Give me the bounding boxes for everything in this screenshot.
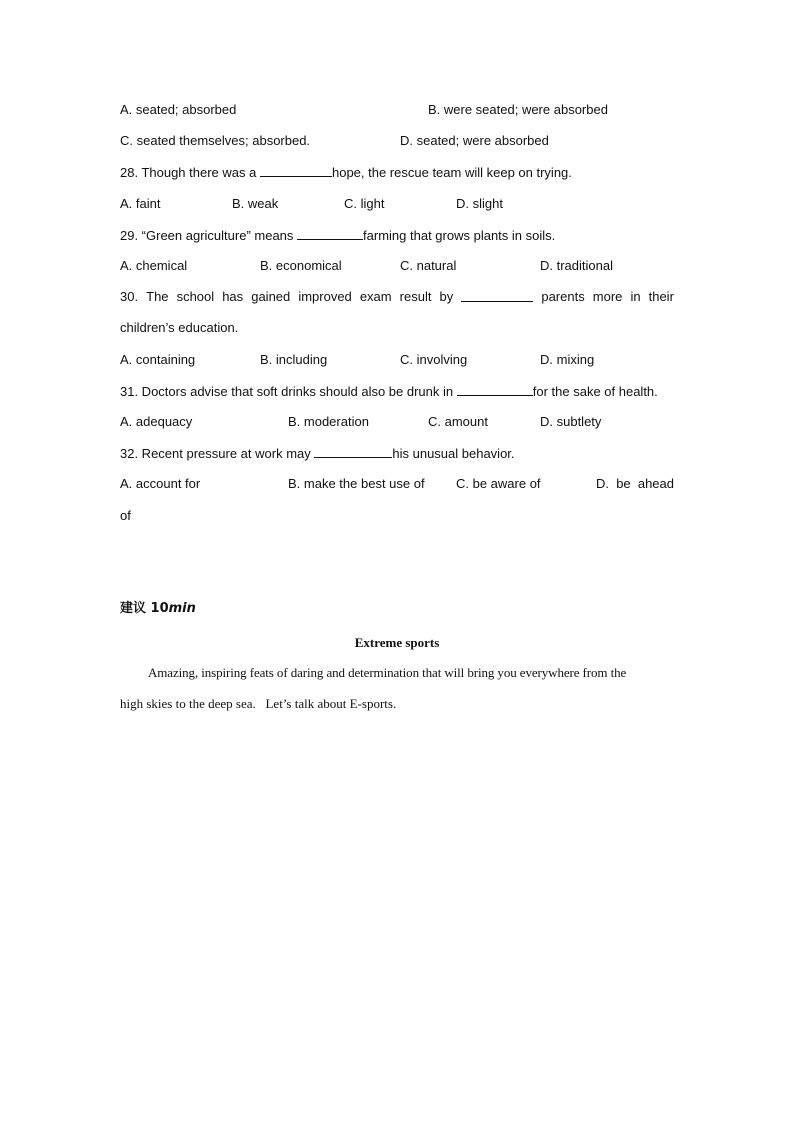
section-time-prefix: 建议 10 bbox=[120, 601, 169, 616]
section-time-unit: min bbox=[168, 601, 196, 616]
q30-word: 30. bbox=[120, 289, 139, 304]
q30-word: exam bbox=[359, 289, 392, 304]
q30-word: parents bbox=[541, 289, 585, 304]
q28-stem-before: 28. Though there was a bbox=[120, 165, 257, 180]
q30-word: improved bbox=[298, 289, 352, 304]
q29-option-d: D. traditional bbox=[540, 258, 613, 273]
q29-stem bbox=[120, 227, 555, 244]
q29-answer-blank bbox=[297, 227, 363, 240]
q31-answer-blank bbox=[457, 383, 533, 396]
passage-title: Extreme sports bbox=[354, 635, 440, 650]
q30-word: in bbox=[630, 289, 641, 304]
section-time-suggestion bbox=[120, 597, 196, 616]
q28-answer-blank bbox=[260, 164, 332, 177]
q28-stem bbox=[120, 164, 572, 181]
q32-stem-before: 32. Recent pressure at work may bbox=[120, 446, 311, 461]
q31-stem-before: 31. Doctors advise that soft drinks should also be drunk in bbox=[120, 384, 454, 399]
passage-line-1: Amazing, inspiring feats of daring and determination that will bring you everywhere from the bbox=[148, 665, 627, 680]
q30-word: more bbox=[592, 289, 623, 304]
q32-option-d-word: be bbox=[616, 476, 631, 491]
q31-option-d: D. subtlety bbox=[540, 414, 602, 429]
q30-word: result bbox=[399, 289, 432, 304]
q32-option-c: C. be aware of bbox=[456, 476, 541, 491]
q30-word: their bbox=[648, 289, 674, 304]
q28-option-a: A. faint bbox=[120, 196, 161, 211]
q31-option-b: B. moderation bbox=[288, 414, 369, 429]
q32-option-b: B. make the best use of bbox=[288, 476, 425, 491]
q32-option-d-wrap: of bbox=[120, 508, 131, 523]
q32-option-a: A. account for bbox=[120, 476, 201, 491]
q28-option-b: B. weak bbox=[232, 196, 279, 211]
q31-stem-after: for the sake of health. bbox=[532, 384, 658, 399]
q31-option-c: C. amount bbox=[428, 414, 488, 429]
q28-stem-after: hope, the rescue team will keep on trying. bbox=[331, 165, 572, 180]
q32-answer-blank bbox=[314, 445, 392, 458]
q27-option-d: D. seated; were absorbed bbox=[400, 133, 549, 148]
q30-stem-line2: children’s education. bbox=[120, 320, 239, 335]
q30-word: gained bbox=[251, 289, 291, 304]
q30-option-a: A. containing bbox=[120, 352, 196, 367]
q30-stem-line1 bbox=[120, 289, 674, 305]
q27-option-a: A. seated; absorbed bbox=[120, 102, 237, 117]
q29-option-b: B. economical bbox=[260, 258, 342, 273]
q30-word: The bbox=[146, 289, 169, 304]
q29-option-c: C. natural bbox=[400, 258, 457, 273]
q31-stem bbox=[120, 383, 658, 400]
q30-word: has bbox=[222, 289, 244, 304]
q29-option-a: A. chemical bbox=[120, 258, 188, 273]
q32-stem-after: his unusual behavior. bbox=[392, 446, 515, 461]
q27-option-b: B. were seated; were absorbed bbox=[428, 102, 608, 117]
q31-option-a: A. adequacy bbox=[120, 414, 193, 429]
q30-word: by bbox=[439, 289, 454, 304]
q29-stem-after: farming that grows plants in soils. bbox=[363, 228, 556, 243]
q32-option-d-word: ahead bbox=[637, 476, 674, 491]
q32-option-d-word: D. bbox=[596, 476, 609, 491]
q30-option-b: B. including bbox=[260, 352, 328, 367]
q29-stem-before: 29. “Green agriculture” means bbox=[120, 228, 294, 243]
q28-option-c: C. light bbox=[344, 196, 385, 211]
q30-word: school bbox=[176, 289, 215, 304]
passage-line-2: high skies to the deep sea. Let’s talk about E-sports. bbox=[120, 696, 397, 711]
q30-option-d: D. mixing bbox=[540, 352, 595, 367]
q32-option-d bbox=[596, 476, 674, 492]
q30-answer-blank bbox=[461, 289, 533, 302]
q30-option-c: C. involving bbox=[400, 352, 468, 367]
q32-stem bbox=[120, 445, 515, 462]
q28-option-d: D. slight bbox=[456, 196, 503, 211]
q27-option-c: C. seated themselves; absorbed. bbox=[120, 133, 311, 148]
